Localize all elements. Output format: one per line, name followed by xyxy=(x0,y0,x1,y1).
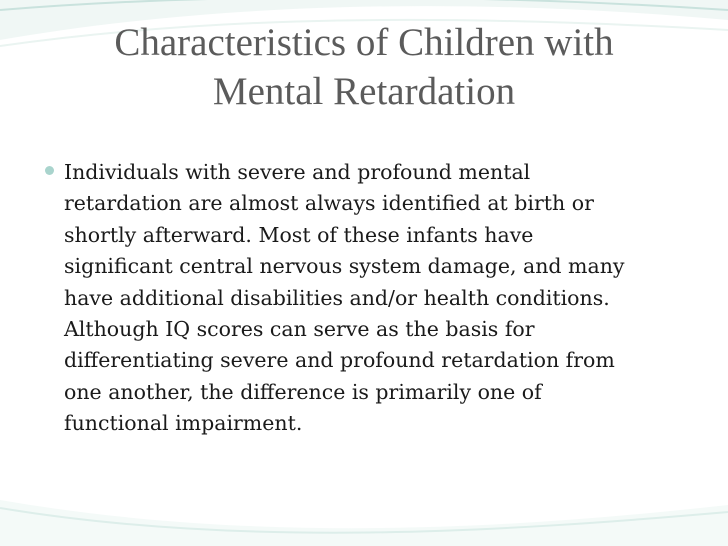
bullet-text-line: retardation are almost always identified at birth or xyxy=(64,191,594,216)
bullet-text-line: differentiating severe and profound retardation from xyxy=(64,348,615,373)
bullet-text-line: Individuals with severe and profound mental xyxy=(64,160,531,184)
bullet-text-line: have additional disabilities and/or health conditions. xyxy=(64,285,610,310)
bullet-text-line: significant central nervous system damage, and many xyxy=(64,254,625,279)
title-line: Characteristics of Children with xyxy=(114,21,614,64)
bullet-text-line: shortly afterward. Most of these infants have xyxy=(64,222,534,247)
bullet-text xyxy=(64,157,690,440)
bullet-item xyxy=(40,157,690,440)
bullet-dot-icon xyxy=(45,166,54,175)
slide-title xyxy=(40,18,688,116)
title-line: Mental Retardation xyxy=(212,70,516,113)
bullet-text-line: one another, the difference is primarily one of xyxy=(64,379,542,404)
bullet-text-line: functional impairment. xyxy=(64,411,303,436)
bullet-text-line: Although IQ scores can serve as the basis for xyxy=(64,317,535,342)
bullet-list xyxy=(40,157,690,440)
